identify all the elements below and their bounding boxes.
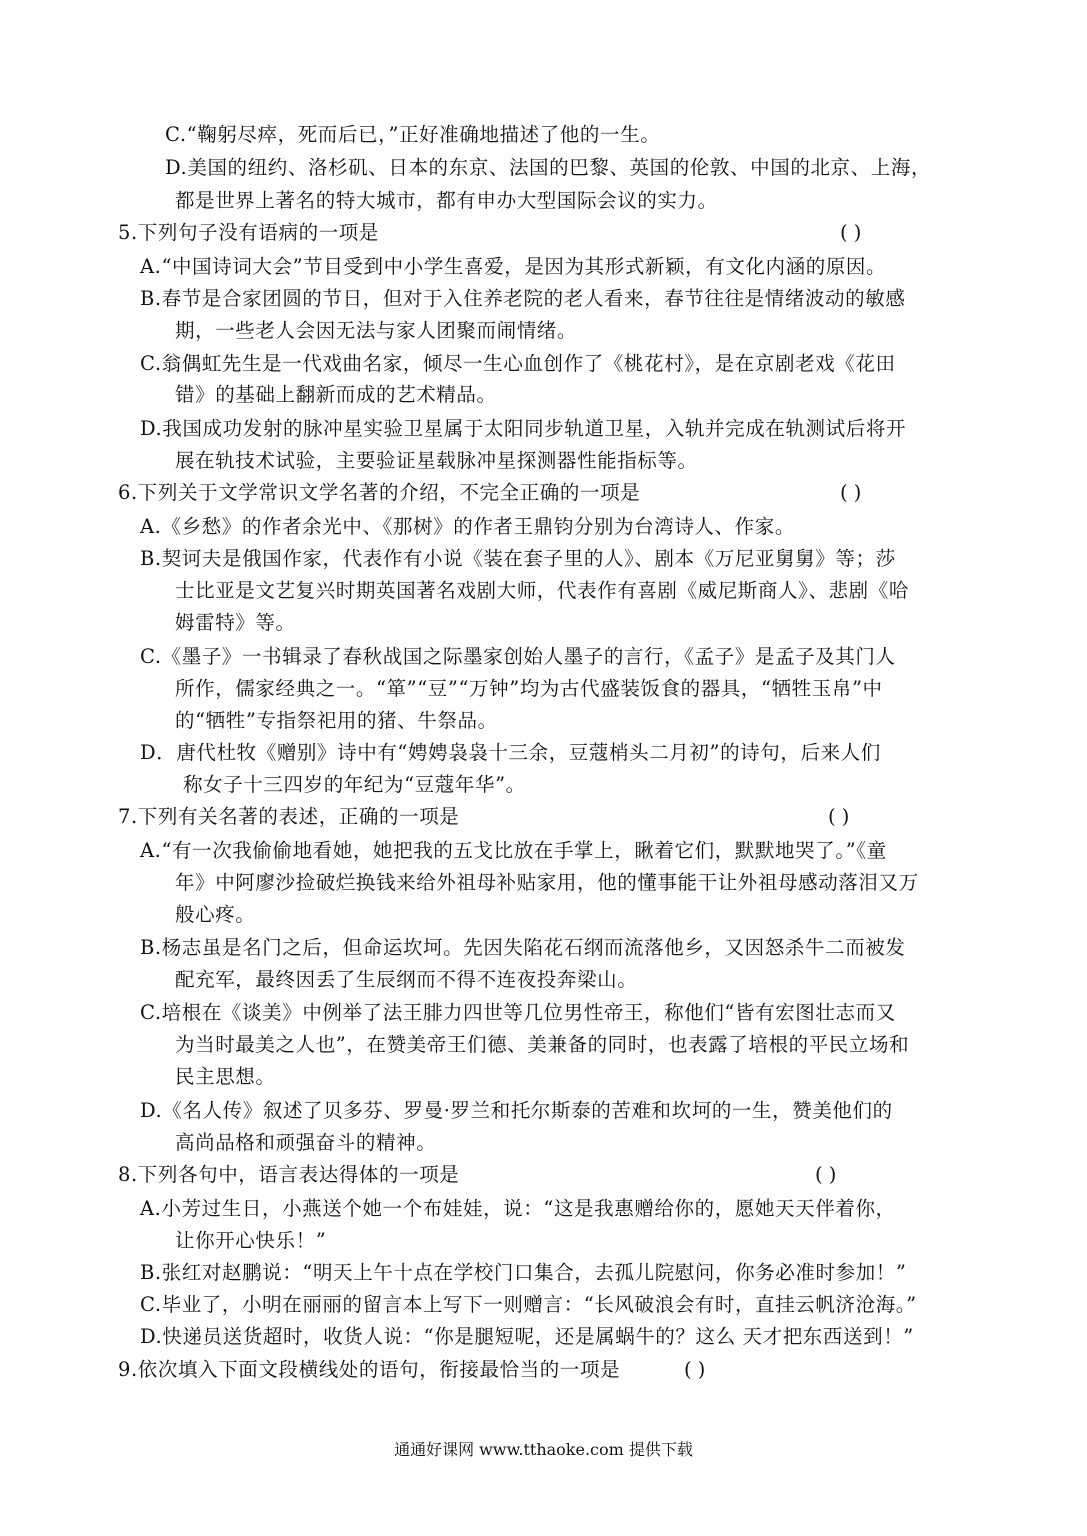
question-9-stem: 9.依次填入下面文段横线处的语句，衔接最恰当的一项是 — [118, 1358, 621, 1381]
option-8b-line: B.张红对赵鹏说：“明天上午十点在学校门口集合，去孤儿院慰问，你务必准时参加！” — [140, 1261, 907, 1284]
option-6c-line-3: 的“牺牲”专指祭祀用的猪、牛祭品。 — [175, 709, 498, 732]
question-7-answer-bracket: ( ) — [828, 805, 850, 828]
question-6-answer-bracket: ( ) — [840, 481, 862, 504]
option-7c-line-1: C.培根在《谈美》中例举了法王腓力四世等几位男性帝王，称他们“皆有宏图壮志而又 — [140, 1001, 896, 1024]
option-8c-line: C.毕业了，小明在丽丽的留言本上写下一则赠言：“长风破浪会有时，直挂云帆济沧海。” — [140, 1293, 917, 1316]
option-6a-line: A.《乡愁》的作者余光中、《那树》的作者王鼎钧分别为台湾诗人、作家。 — [140, 515, 795, 538]
option-7a-line-1: A.“有一次我偷偷地看她，她把我的五戈比放在手掌上，瞅着它们，默默地哭了。”《童 — [140, 839, 887, 862]
question-8-stem: 8.下列各句中，语言表达得体的一项是 — [118, 1163, 460, 1186]
option-6b-line-1: B.契诃夫是俄国作家，代表作有小说《装在套子里的人》、剧本《万尼亚舅舅》等；莎 — [140, 547, 896, 570]
option-6b-line-2: 士比亚是文艺复兴时期英国著名戏剧大师，代表作有喜剧《威尼斯商人》、悲剧《哈 — [175, 579, 909, 602]
option-4d-line-1: D.美国的纽约、洛杉矶、日本的东京、法国的巴黎、英国的伦敦、中国的北京、上海， — [165, 156, 932, 179]
option-5b-line-1: B.春节是合家团圆的节日，但对于入住养老院的老人看来，春节往往是情绪波动的敏感 — [140, 287, 906, 310]
question-5-answer-bracket: ( ) — [840, 221, 862, 244]
option-8a-line-2: 让你开心快乐！” — [175, 1229, 327, 1252]
option-5c-line-1: C.翁偶虹先生是一代戏曲名家，倾尽一生心血创作了《桃花村》，是在京剧老戏《花田 — [140, 352, 896, 375]
question-6-stem: 6.下列关于文学常识文学名著的介绍，不完全正确的一项是 — [118, 481, 641, 504]
question-8-answer-bracket: ( ) — [815, 1163, 837, 1186]
option-7c-line-3: 民主思想。 — [175, 1065, 276, 1088]
option-6c-line-2: 所作，儒家经典之一。“箪”“豆”“万钟”均为古代盛装饭食的器具，“牺牲玉帛”中 — [175, 677, 883, 700]
option-6d-line-2: 称女子十三四岁的年纪为“豆蔻年华”。 — [183, 773, 526, 796]
option-4c-line: C.“鞠躬尽瘁，死而后已，”正好准确地描述了他的一生。 — [165, 123, 661, 146]
option-5b-line-2: 期，一些老人会因无法与家人团聚而闹情绪。 — [175, 319, 578, 342]
option-6c-line-1: C.《墨子》一书辑录了春秋战国之际墨家创始人墨子的言行，《孟子》是孟子及其门人 — [140, 645, 896, 668]
option-8a-line-1: A.小芳过生日，小燕送个她一个布娃娃，说：“这是我惠赠给你的，愿她天天伴着你， — [140, 1197, 896, 1220]
question-5-stem: 5.下列句子没有语病的一项是 — [118, 221, 380, 244]
option-5d-line-2: 展在轨技术试验，主要验证星载脉冲星探测器性能指标等。 — [175, 449, 698, 472]
option-6b-line-3: 姆雷特》等。 — [175, 611, 296, 634]
option-6d-line-1: D．唐代杜牧《赠别》诗中有“娉娉袅袅十三余，豆蔻梢头二月初”的诗句，后来人们 — [140, 741, 881, 764]
question-7-stem: 7.下列有关名著的表述，正确的一项是 — [118, 805, 460, 828]
option-7b-line-2: 配充军，最终因丢了生辰纲而不得不连夜投奔梁山。 — [175, 968, 638, 991]
option-4d-line-2: 都是世界上著名的特大城市，都有申办大型国际会议的实力。 — [175, 189, 718, 212]
option-7b-line-1: B.杨志虽是名门之后，但命运坎坷。先因失陷花石纲而流落他乡，又因怒杀牛二而被发 — [140, 936, 906, 959]
option-8d-line: D.快递员送货超时，收货人说：“你是腿短呢，还是属蜗牛的？这么 天才把东西送到！” — [140, 1325, 914, 1348]
option-7a-line-3: 般心疼。 — [175, 903, 256, 926]
option-5d-line-1: D.我国成功发射的脉冲星实验卫星属于太阳同步轨道卫星，入轨并完成在轨测试后将开 — [140, 417, 907, 440]
page-footer: 通通好课网 www.tthaoke.com 提供下载 — [394, 1440, 693, 1459]
option-7c-line-2: 为当时最美之人也”，在赞美帝王们德、美兼备的同时，也表露了培根的平民立场和 — [175, 1033, 910, 1056]
option-7d-line-2: 高尚品格和顽强奋斗的精神。 — [175, 1131, 437, 1154]
option-5c-line-2: 错》的基础上翻新而成的艺术精品。 — [175, 383, 497, 406]
question-9-answer-bracket: ( ) — [684, 1358, 706, 1381]
option-7a-line-2: 年》中阿廖沙捡破烂换钱来给外祖母补贴家用，他的懂事能干让外祖母感动落泪又万 — [175, 871, 919, 894]
option-7d-line-1: D.《名人传》叙述了贝多芬、罗曼·罗兰和托尔斯泰的苦难和坎坷的一生，赞美他们的 — [140, 1099, 893, 1122]
option-5a-line: A.“中国诗词大会”节目受到中小学生喜爱，是因为其形式新颖，有文化内涵的原因。 — [140, 255, 887, 278]
